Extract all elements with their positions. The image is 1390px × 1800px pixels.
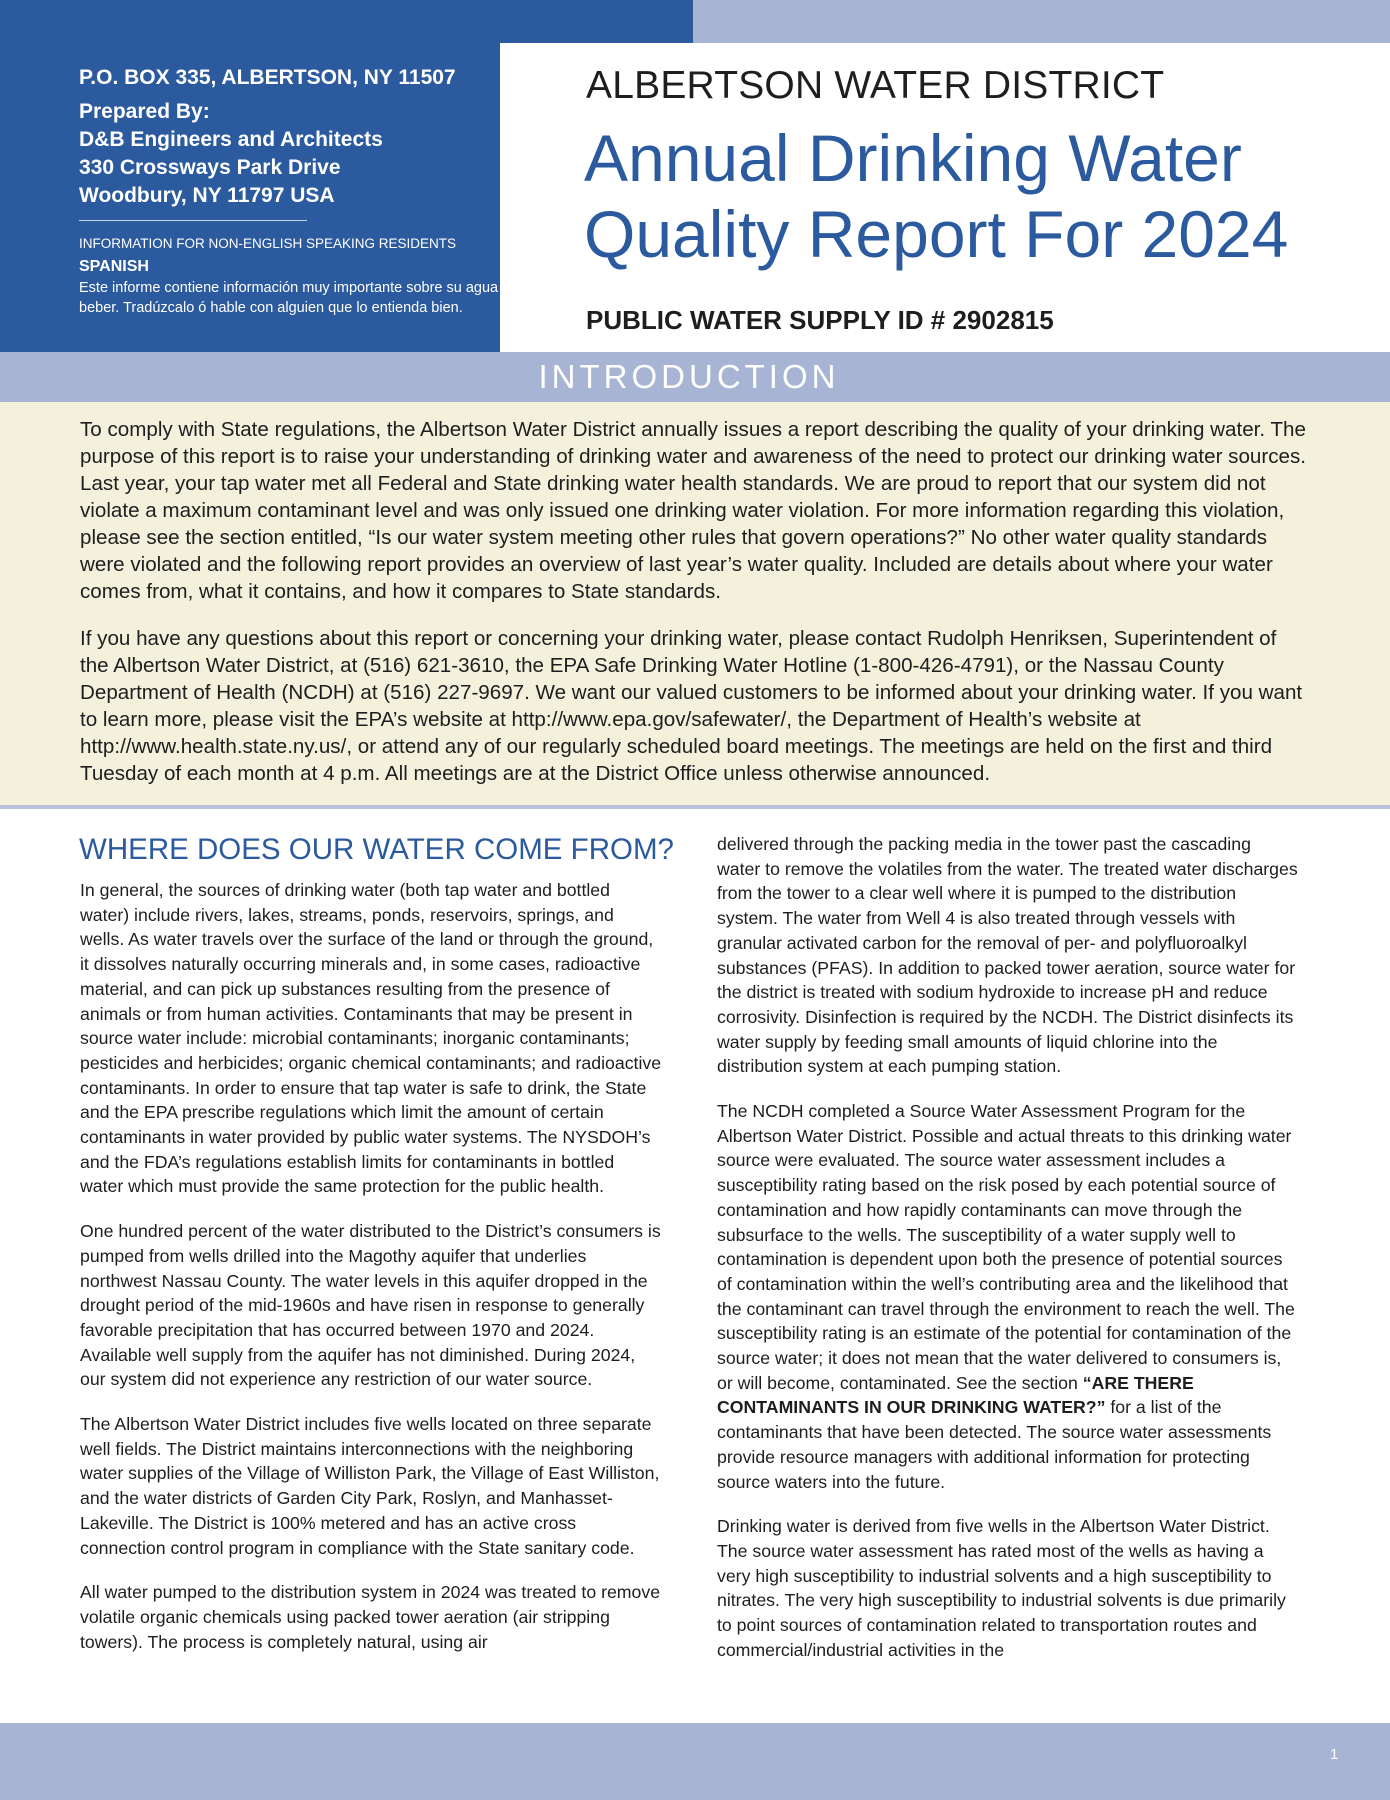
report-title-line-2: Quality Report For 2024 (584, 197, 1289, 271)
po-box-address: P.O. BOX 335, ALBERTSON, NY 11507 (79, 66, 456, 89)
address-block (79, 64, 499, 318)
introduction-text (80, 416, 1310, 807)
spanish-label: SPANISH (79, 258, 149, 275)
left-column (79, 832, 674, 1674)
water-source-paragraph-4: All water pumped to the distribution system in 2024 was treated to remove volatile organic chemicals using packed tower aeration (air stripping towers). The process is completely natural, using air (80, 1582, 661, 1652)
language-note: INFORMATION FOR NON-ENGLISH SPEAKING RESIDENTS (79, 236, 457, 251)
prepared-by-label: Prepared By: (79, 100, 210, 123)
water-source-paragraph-5: delivered through the packing media in the tower past the cascading water to remove the volatiles from the water. The treated water discharges from the tower to a clear well where it is pumped to the distribution system. The water from Well 4 is also treated through vessels with granular activated carbon for the removal of per- and polyfluoroalkyl substances (PFAS). In addition to packed tower aeration, source water for the district is treated with sodium hydroxide to increase pH and reduce corrosivity. Disinfection is required by the NCDH. The District disinfects its water supply by feeding small amounts of liquid chlorine into the distribution system at each pumping station. (717, 834, 1298, 1077)
source-assessment-text-b: for a list of the contaminants that have been detected. The source water assessments provide resource managers with additional information for protecting source waters into the future. (717, 1397, 1272, 1492)
water-source-paragraph-1: In general, the sources of drinking water (both tap water and bottled water) include rivers, lakes, streams, ponds, reservoirs, springs, and wells. As water travels over the surface of the land or through the ground, it dissolves naturally occurring minerals and, in some cases, radioactive material, and can pick up substances resulting from the presence of animals or from human activities. Contaminants that may be present in source water include: microbial contaminants; inorganic contaminants; pesticides and herbicides; organic chemical contaminants; and radioactive contaminants. In order to ensure that tap water is safe to drink, the State and the EPA prescribe regulations which limit the amount of certain contaminants in water provided by public water systems. The NYSDOH’s and the FDA’s regulations establish limits for contaminants in bottled water which must provide the same protection for the public health. (80, 880, 662, 1197)
right-column (717, 832, 1299, 1683)
preparer-street: 330 Crossways Park Drive (79, 156, 341, 179)
water-source-paragraph-2: One hundred percent of the water distributed to the District’s consumers is pumped from wells drilled into the Magothy aquifer that underlies northwest Nassau County. The water levels in this aquifer dropped in the drought period of the mid-1960s and have risen in response to generally favorable precipitation that has occurred between 1970 and 2024. Available well supply from the aquifer has not diminished. During 2024, our system did not experience any restriction of our water source. (80, 1221, 661, 1390)
source-assessment-paragraph (717, 1099, 1299, 1494)
introduction-rule (0, 805, 1390, 809)
water-source-paragraph-3: The Albertson Water District includes five wells located on three separate well fields. The District maintains interconnections with the neighboring water supplies of the Village of Williston Park, the Village of East Williston, and the water districts of Garden City Park, Roslyn, and Manhasset-Lakeville. The District is 100% metered and has an active cross connection control program in compliance with the State sanitary code. (80, 1414, 660, 1558)
footer-bar (0, 1723, 1390, 1800)
water-source-heading: WHERE DOES OUR WATER COME FROM? (79, 833, 674, 866)
contaminants-section-reference: “ARE THERE CONTAMINANTS IN OUR DRINKING WATER?” (717, 1372, 1194, 1418)
address-divider (79, 220, 307, 221)
district-name: ALBERTSON WATER DISTRICT (586, 64, 1165, 107)
introduction-heading: INTRODUCTION (538, 358, 840, 395)
source-assessment-text-a: The NCDH completed a Source Water Assessment Program for the Albertson Water District. Possible and actual threats to this drinking water source were evaluated. The source water assessment includes a susceptibility rating based on the risk posed by each potential source of contamination and how rapidly contaminants can move through the subsurface to the wells. The susceptibility of a water supply well to contamination is dependent upon both the presence of potential sources of contamination within the well’s contributing area and the likelihood that the contaminant can travel through the environment to reach the well. The susceptibility rating is an estimate of the potential for contamination of the source water; it does not mean that the water delivered to consumers is, or will become, contaminated. See the section (717, 1101, 1295, 1393)
susceptibility-paragraph: Drinking water is derived from five wells in the Albertson Water District. The source water assessment has rated most of the wells as having a very high susceptibility to industrial solvents and a high susceptibility to nitrates. The very high susceptibility to industrial solvents is due primarily to point sources of contamination related to transportation routes and commercial/industrial activities in the (717, 1516, 1286, 1660)
spanish-notice: Este informe contiene información muy importante sobre su agua beber. Tradúzcalo ó hable con alguien que lo entienda bien. (79, 280, 499, 316)
introduction-paragraph-1: To comply with State regulations, the Albertson Water District annually issues a report describing the quality of your drinking water. The purpose of this report is to raise your understanding of drinking water and awareness of the need to protect our drinking water sources. Last year, your tap water met all Federal and State drinking water health standards. We are proud to report that our system did not violate a maximum contaminant level and was only issued one drinking water violation. For more information regarding this violation, please see the section entitled, “Is our water system meeting other rules that govern operations?” No other water quality standards were violated and the following report provides an overview of last year’s water quality. Included are details about where your water comes from, what it contains, and how it compares to State standards. (80, 418, 1307, 603)
report-title-line-1: Annual Drinking Water (584, 121, 1242, 195)
introduction-paragraph-2: If you have any questions about this report or concerning your drinking water, please contact Rudolph Henriksen, Superintendent of the Albertson Water District, at (516) 621-3610, the EPA Safe Drinking Water Hotline (1-800-426-4791), or the Nassau County Department of Health (NCDH) at (516) 227-9697. We want our valued customers to be informed about your drinking water. If you want to learn more, please visit the EPA’s website at http://www.epa.gov/safewater/, the Department of Health’s website at http://www.health.state.ny.us/, or attend any of our regularly scheduled board meetings. The meetings are held on the first and third Tuesday of each month at 4 p.m. All meetings are at the District Office unless otherwise announced. (80, 627, 1303, 785)
report-title (584, 120, 1288, 272)
preparer-name: D&B Engineers and Architects (79, 128, 383, 151)
page-number: 1 (1330, 1746, 1339, 1763)
preparer-city: Woodbury, NY 11797 USA (79, 184, 335, 207)
public-water-supply-id: PUBLIC WATER SUPPLY ID # 2902815 (586, 305, 1054, 335)
